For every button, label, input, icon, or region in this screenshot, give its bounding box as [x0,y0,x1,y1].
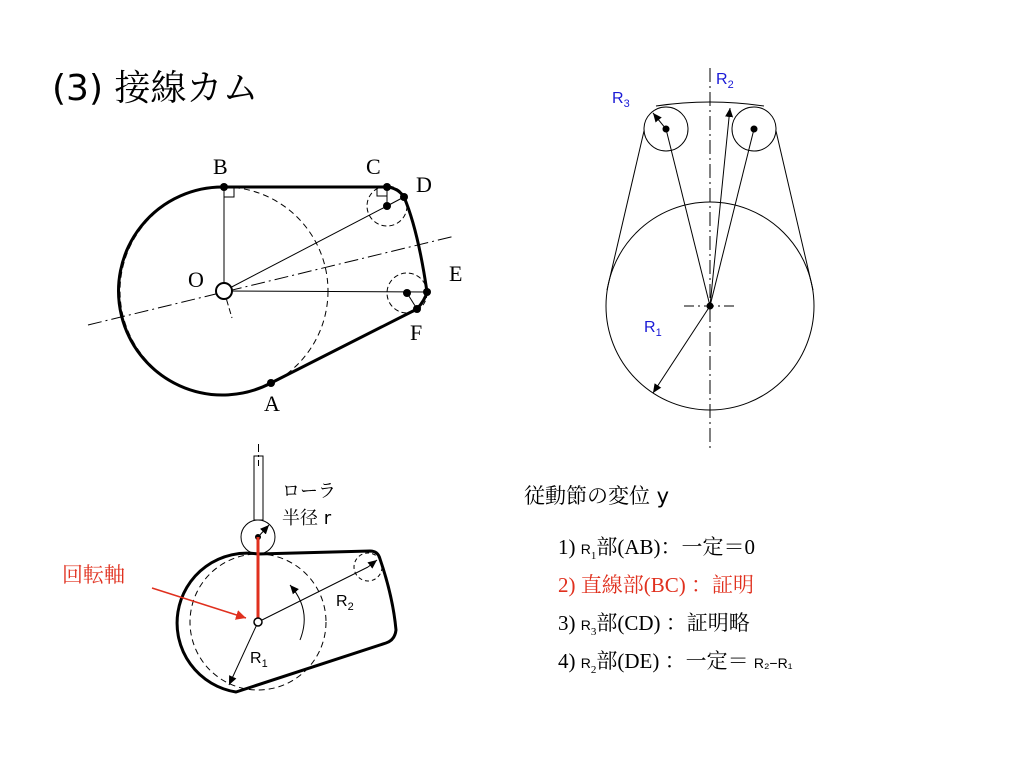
follower-cam-diagram [62,444,396,692]
point-b-label: B [213,154,228,179]
r1-label: $R_1$ [644,319,662,339]
radius-construction-diagram [606,68,814,450]
displacement-item-3: 3) $R_3$部(CD) ：証明略 [558,611,750,639]
r2-label-follower: $R_2$ [336,593,354,613]
point-a-label: A [264,391,280,416]
r3-label: $R_3$ [612,90,630,110]
displacement-list [558,530,792,682]
point-c-label: C [366,154,381,179]
r2-label: $R_2$ [716,71,734,91]
axis-pointer-arrow [152,588,246,618]
roller-label-line2: 半径 r [282,508,332,529]
roller-label-line1: ローラ [282,481,336,502]
rotation-axis-label: 回転軸 [62,563,125,587]
displacement-item-4: 4) $R_2$部(DE) ：一定＝ R₂−R₁ [558,649,793,677]
slide-title: (3) 接線カム [52,68,259,109]
cam-profile-diagram [88,154,462,416]
point-f-label: F [410,320,423,345]
rotation-arrow [290,585,304,640]
displacement-item-2: 2) 直線部(BC) ：証明 [558,573,754,597]
displacement-heading: 従動節の変位 y [524,484,670,508]
center-o-marker [216,283,232,299]
displacement-item-1: 1) $R_1$部(AB)：一定＝0 [558,535,756,563]
point-d-label: D [416,172,432,197]
point-o-label: O [188,267,204,292]
point-e-label: E [449,261,463,286]
cam-body [177,551,396,692]
center-line [88,236,455,325]
r1-label-follower: $R_1$ [250,650,268,670]
